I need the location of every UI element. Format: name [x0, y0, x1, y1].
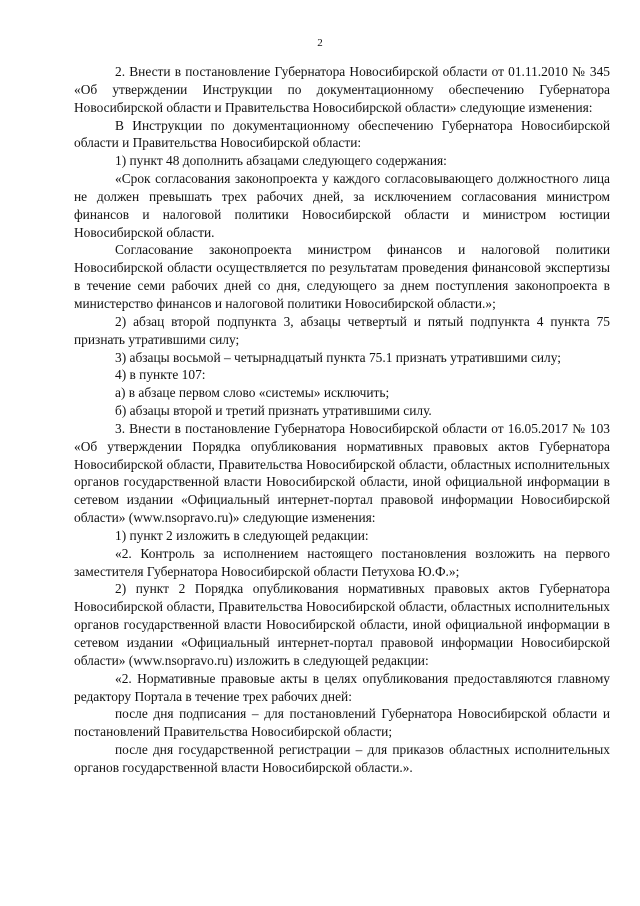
paragraph-after-signing: после дня подписания – для постановлений Губернатора Новосибирской области и постановлений Правительства Новосибирской области; — [74, 706, 610, 740]
paragraph-procedure-point-2: 2) пункт 2 Порядка опубликования нормативных правовых актов Губернатора Новосибирской области, Правительства Новосибирской области, областных исполнительных органов государственной власти Новосибирской области, иной официальной информации в сетевом издании «Официальный интернет-портал правовой информации Новосибирской области» (www.nsopravo.ru) изложить в следующей редакции: — [74, 581, 610, 668]
paragraph-point-107-b: б) абзацы второй и третий признать утратившими силу. — [115, 403, 432, 419]
paragraph-point-107: 4) в пункте 107: — [115, 367, 206, 383]
paragraph-instruction-intro: В Инструкции по документационному обеспечению Губернатора Новосибирской области и Правительства Новосибирской области: — [74, 117, 610, 151]
paragraph-item-2-intro: 2. Внести в постановление Губернатора Новосибирской области от 01.11.2010 № 345 «Об утверждении Инструкции по документационному обеспечению Губернатора Новосибирской области и Правительства Новосибирской области» следующие изменения: — [74, 64, 610, 115]
paragraph-item-3-intro: 3. Внести в постановление Губернатора Новосибирской области от 16.05.2017 № 103 «Об утверждении Порядка опубликования нормативных правовых актов Губернатора Новосибирской области, Правительства Новосибирской области, областных исполнительных органов государственной власти Новосибирской области, иной официальной информации в сетевом издании «Официальный интернет-портал правовой информации Новосибирской области» (www.nsopravo.ru)» следующие изменения: — [74, 420, 610, 526]
page-number: 2 — [317, 37, 323, 49]
paragraph-point-75: 2) абзац второй подпункта 3, абзацы четвертый и пятый подпункта 4 пункта 75 признать утратившими силу; — [74, 313, 610, 347]
paragraph-control-clause: «2. Контроль за исполнением настоящего постановления возложить на первого заместителя Губернатора Новосибирской области Петухова Ю.Ф.»; — [74, 545, 610, 579]
paragraph-approval-deadline: «Срок согласования законопроекта у каждого согласовывающего должностного лица не должен превышать трех рабочих дней, за исключением согласования министром финансов и налоговой политики Новосибирской области и министром юстиции Новосибирской области. — [74, 171, 610, 240]
paragraph-point-107-a: а) в абзаце первом слово «системы» исключить; — [115, 385, 390, 401]
paragraph-point-48: 1) пункт 48 дополнить абзацами следующего содержания: — [115, 153, 447, 169]
document-body — [74, 63, 610, 777]
paragraph-point-2-new-edition: 1) пункт 2 изложить в следующей редакции: — [115, 527, 369, 543]
paragraph-acts-submission: «2. Нормативные правовые акты в целях опубликования предоставляются главному редактору Портала в течение трех рабочих дней: — [74, 670, 610, 704]
paragraph-after-registration: после дня государственной регистрации – для приказов областных исполнительных органов государственной власти Новосибирской области.». — [74, 742, 610, 775]
paragraph-finance-approval: Согласование законопроекта министром финансов и налоговой политики Новосибирской области осуществляется по результатам проведения финансовой экспертизы в течение семи рабочих дней со дня, следующего за днем поступления законопроекта в министерство финансов и налоговой политики Новосибирской области.»; — [74, 242, 610, 311]
paragraph-point-75-1: 3) абзацы восьмой – четырнадцатый пункта 75.1 признать утратившими силу; — [115, 349, 561, 365]
